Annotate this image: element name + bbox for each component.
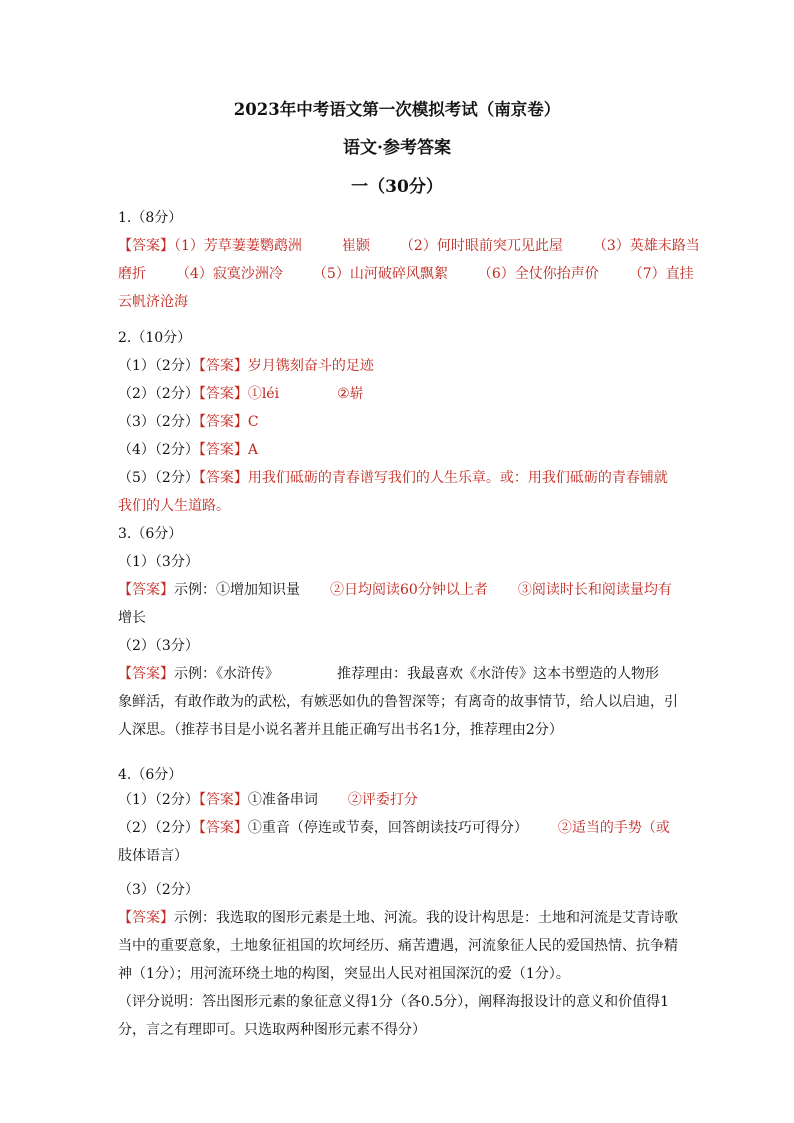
answer-text: C (247, 414, 259, 430)
answer-tag: 【答案】 (198, 414, 248, 430)
answer-text: ②评委打分 (347, 792, 418, 808)
part-label: （3）（2分） (118, 414, 199, 430)
question-4-part-3-line-2: 当中的重要意象，土地象征祖国的坎坷经历、痛苦遭遇，河流象征人民的爱国热情、抗争精 (118, 938, 678, 954)
answer-text: （3）英雄末路当 (592, 238, 700, 254)
answer-lead: 示例： (174, 582, 216, 598)
answer-text: （7）直挂 (628, 266, 694, 282)
question-4-part-3-label: （3）（2分） (118, 882, 199, 898)
part-label: （5）（2分） (118, 470, 199, 486)
section-heading: 一（30分） (351, 177, 443, 197)
question-3 (118, 520, 678, 744)
answer-tag: 【答案】 (198, 358, 248, 374)
answer-text: ②日均阅读60分钟以上者 (330, 582, 488, 598)
answer-text: 岁月镌刻奋斗的足迹 (247, 358, 374, 374)
question-4-part-3-line-1 (118, 904, 678, 932)
scoring-note-line-1: （评分说明：答出图形元素的象征意义得1分（各0.5分），阐释海报设计的意义和价值得1 (118, 994, 670, 1010)
question-1-heading: 1.（8分） (118, 210, 183, 226)
question-2-part-3 (118, 408, 678, 436)
question-3-part-2-line-3: 人深思。（推荐书目是小说名著并且能正确写出书名1分，推荐理由2分） (118, 722, 563, 738)
question-4-part-2 (118, 814, 678, 842)
page-title: 2023年中考语文第一次模拟考试（南京卷） (233, 100, 561, 119)
question-2-part-5-cont: 我们的人生道路。 (118, 498, 230, 514)
answer-tag: 【答案】 (198, 470, 248, 486)
answer-tag: 【答案】 (118, 910, 174, 926)
question-4-part-2-cont: 肢体语言） (118, 848, 188, 864)
question-1-answer-line-2 (118, 260, 694, 288)
answer-text: 示例：我选取的图形元素是土地、河流。我的设计构思是：土地和河流是艾青诗歌 (174, 910, 678, 926)
answer-text: 用我们砥砺的青春谱写我们的人生乐章。或：用我们砥砺的青春铺就 (247, 470, 668, 486)
question-2 (118, 324, 678, 520)
question-3-part-2-label: （2）（3分） (118, 638, 199, 654)
answer-text: 崔颢 (341, 238, 370, 254)
answer-text: （2）何时眼前突兀见此屋 (399, 238, 563, 254)
answer-tag: 【答案】 (198, 792, 248, 808)
answer-text: ②适当的手势（或 (557, 820, 670, 836)
question-1-answer-line-1 (118, 232, 700, 260)
answer-tag: 【答案】 (198, 442, 248, 458)
question-2-part-2 (118, 380, 678, 408)
question-2-heading: 2.（10分） (118, 330, 192, 346)
answer-text: （6）全仗你抬声价 (477, 266, 599, 282)
part-label: （2）（2分） (118, 386, 199, 402)
answer-text: 推荐理由：我最喜欢《水浒传》这本书塑造的人物形 (337, 666, 659, 682)
answer-text: （1）芳草萋萋鹦鹉洲 (174, 238, 302, 254)
answer-text: （4）寂寞沙洲冷 (176, 266, 283, 282)
question-3-part-2-line-2: 象鲜活，有敢作敢为的武松，有嫉恶如仇的鲁智深等；有离奇的故事情节，给人以启迪，引 (118, 694, 678, 710)
answer-text: A (247, 442, 258, 458)
answer-text: 示例：《水浒传》 (174, 666, 279, 682)
page-subtitle: 语文·参考答案 (343, 138, 451, 158)
answer-text: ①léi (247, 386, 280, 402)
answer-text: （5）山河破碎风飘絮 (312, 266, 448, 282)
question-1 (118, 204, 700, 316)
part-label: （2）（2分） (118, 820, 199, 836)
answer-tag: 【答案】 (118, 666, 174, 682)
question-3-part-2-answer (118, 660, 678, 688)
answer-text: 磨折 (118, 266, 146, 282)
answer-text: ①重音（停连或节奏，回答朗读技巧可得分） (247, 820, 528, 836)
scoring-note-line-2: 分，言之有理即可。只选取两种图形元素不得分） (118, 1022, 426, 1038)
part-label: （1）（2分） (118, 358, 199, 374)
answer-tag: 【答案】 (118, 582, 174, 598)
question-4-heading: 4.（6分） (118, 767, 183, 783)
question-3-heading: 3.（6分） (118, 526, 183, 542)
answer-text: ①准备串词 (247, 792, 318, 808)
answer-text: ②崭 (337, 386, 364, 402)
question-4-part-3-line-3: 神（1分）；用河流环绕土地的构图，突显出人民对祖国深沉的爱（1分）。 (118, 966, 570, 982)
part-label: （4）（2分） (118, 442, 199, 458)
answer-tag: 【答案】 (198, 820, 248, 836)
part-label: （1）（2分） (118, 792, 199, 808)
question-2-part-1 (118, 352, 678, 380)
question-3-part-1-cont: 增长 (118, 610, 146, 626)
answer-tag: 【答案】 (198, 386, 248, 402)
question-3-part-1-label: （1）（3分） (118, 554, 199, 570)
question-1-answer-line-3: 云帆济沧海 (118, 294, 188, 310)
question-2-part-5 (118, 464, 678, 492)
question-3-part-1-answer (118, 576, 678, 604)
question-2-part-4 (118, 436, 678, 464)
question-4 (118, 764, 678, 1044)
answer-content (118, 204, 700, 1044)
question-4-part-1 (118, 786, 678, 814)
answer-text: ①增加知识量 (216, 582, 300, 598)
answer-tag: 【答案】 (118, 238, 174, 254)
answer-text: ③阅读时长和阅读量均有 (517, 582, 672, 598)
